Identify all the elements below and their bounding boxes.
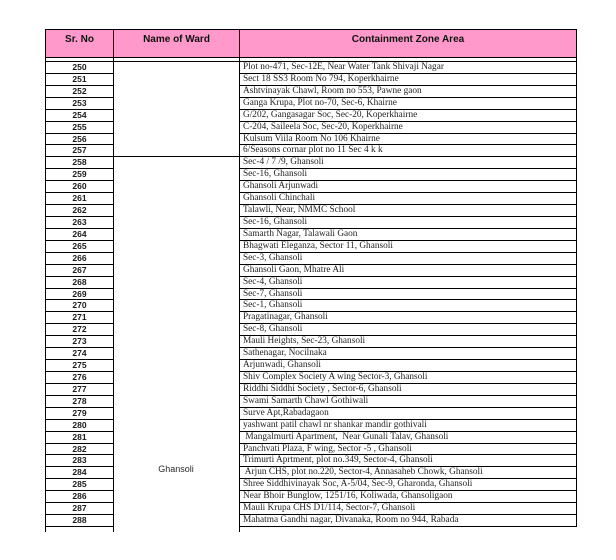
sr-no-cell: 282 bbox=[45, 444, 113, 456]
sr-no-cell: 258 bbox=[45, 157, 113, 169]
sr-no-cell: 256 bbox=[45, 134, 113, 146]
containment-zone-area-cell: Bhagwati Eleganza, Sector 11, Ghansoli bbox=[239, 241, 577, 253]
containment-zone-area-cell: Ashtvinayak Chawl, Room no 553, Pawne gaon bbox=[239, 86, 577, 98]
containment-zone-area-cell: Sec-4 / 7 /9, Ghansoli bbox=[239, 157, 577, 169]
ward-cell bbox=[113, 122, 239, 134]
containment-zone-area-cell: Mangalmurti Apartment, Near Gunali Talav, Ghansoli bbox=[239, 432, 577, 444]
sr-no-cell: 264 bbox=[45, 229, 113, 241]
table-header-row bbox=[45, 29, 577, 58]
ward-cell bbox=[113, 312, 239, 324]
ward-cell bbox=[113, 277, 239, 289]
ward-cell bbox=[113, 181, 239, 193]
header-cell-name-of-ward: Name of Ward bbox=[113, 29, 239, 58]
table-row bbox=[45, 360, 577, 372]
containment-zone-area-cell: Ghansoli Chinchali bbox=[239, 193, 577, 205]
containment-zone-area-cell: Sec-16, Ghansoli bbox=[239, 169, 577, 181]
sr-no-cell: 278 bbox=[45, 396, 113, 408]
sr-no-cell: 252 bbox=[45, 86, 113, 98]
table-row bbox=[45, 384, 577, 396]
containment-zone-area-cell: Ganga Krupa, Plot no-70, Sec-6, Khairne bbox=[239, 98, 577, 110]
containment-zone-area-cell: Sathenagar, Nocilnaka bbox=[239, 348, 577, 360]
containment-zone-area-cell: Mauli Heights, Sec-23, Ghansoli bbox=[239, 336, 577, 348]
sr-no-cell: 265 bbox=[45, 241, 113, 253]
table-row bbox=[45, 229, 577, 241]
ward-cell bbox=[113, 444, 239, 456]
ward-cell bbox=[113, 360, 239, 372]
containment-zone-area-cell: Riddhi Siddhi Society , Sector-6, Ghansoli bbox=[239, 384, 577, 396]
sr-no-cell: 287 bbox=[45, 503, 113, 515]
table-row bbox=[45, 181, 577, 193]
table-row bbox=[45, 312, 577, 324]
ward-cell bbox=[113, 324, 239, 336]
table-row bbox=[45, 300, 577, 312]
sr-no-cell: 251 bbox=[45, 74, 113, 86]
table-row bbox=[45, 122, 577, 134]
containment-zone-table bbox=[45, 29, 577, 532]
containment-zone-area-cell: Surve Apt,Rabadagaon bbox=[239, 408, 577, 420]
ward-cell bbox=[113, 62, 239, 74]
table-row bbox=[45, 432, 577, 444]
sr-no-cell: 272 bbox=[45, 324, 113, 336]
table-row bbox=[45, 205, 577, 217]
ward-cell bbox=[113, 134, 239, 146]
ward-cell bbox=[113, 145, 239, 157]
sr-no-cell: 280 bbox=[45, 420, 113, 432]
containment-zone-area-cell: Sec-16, Ghansoli bbox=[239, 217, 577, 229]
sr-no-cell: 276 bbox=[45, 372, 113, 384]
sr-no-cell: 271 bbox=[45, 312, 113, 324]
sr-no-cell: 288 bbox=[45, 515, 113, 527]
containment-zone-area-cell: Swami Samarth Chawl Gothiwali bbox=[239, 396, 577, 408]
table-row bbox=[45, 74, 577, 86]
containment-zone-area-cell: Talawli, Near, NMMC School bbox=[239, 205, 577, 217]
ward-cell bbox=[113, 336, 239, 348]
table-row bbox=[45, 277, 577, 289]
ward-cell bbox=[113, 265, 239, 277]
table-row bbox=[45, 420, 577, 432]
sr-no-cell: 279 bbox=[45, 408, 113, 420]
table-row bbox=[45, 372, 577, 384]
sr-no-cell: 285 bbox=[45, 479, 113, 491]
containment-zone-area-cell: Shree Siddhivinayak Soc, A-5/04, Sec-9, Gharonda, Ghansoli bbox=[239, 479, 577, 491]
sr-no-cell: 266 bbox=[45, 253, 113, 265]
table-row bbox=[45, 253, 577, 265]
containment-zone-area-cell: Near Bhoir Bunglow, 1251/16, Koliwada, Ghansoligaon bbox=[239, 491, 577, 503]
ward-cell bbox=[113, 229, 239, 241]
containment-zone-area-cell: Panchvati Plaza, F wing, Sector -5 , Ghansoli bbox=[239, 444, 577, 456]
sr-no-cell: 257 bbox=[45, 145, 113, 157]
ward-cell bbox=[113, 503, 239, 515]
table-row bbox=[45, 145, 577, 157]
table-row bbox=[45, 217, 577, 229]
table-row bbox=[45, 86, 577, 98]
table-row bbox=[45, 396, 577, 408]
containment-zone-area-cell: Sect 18 SS3 Room No 794, Koperkhairne bbox=[239, 74, 577, 86]
table-row bbox=[45, 336, 577, 348]
table-row bbox=[45, 408, 577, 420]
table-row bbox=[45, 265, 577, 277]
table-row bbox=[45, 515, 577, 527]
ward-name-label: Ghansoli bbox=[158, 464, 194, 474]
table-row bbox=[45, 289, 577, 301]
containment-zone-area-cell: 6/Seasons cornar plot no 11 Sec 4 k k bbox=[239, 145, 577, 157]
table-row bbox=[45, 491, 577, 503]
sr-no-cell: 273 bbox=[45, 336, 113, 348]
containment-zone-area-cell: Sec-1, Ghansoli bbox=[239, 300, 577, 312]
table-row bbox=[45, 348, 577, 360]
ward-cell bbox=[113, 157, 239, 169]
ward-cell bbox=[113, 110, 239, 122]
ward-cell bbox=[113, 193, 239, 205]
table-row bbox=[45, 193, 577, 205]
containment-zone-area-cell: Sec-8, Ghansoli bbox=[239, 324, 577, 336]
ward-cell bbox=[113, 372, 239, 384]
table-row bbox=[45, 169, 577, 181]
ward-cell bbox=[113, 289, 239, 301]
sr-no-cell: 263 bbox=[45, 217, 113, 229]
sr-no-cell: 268 bbox=[45, 277, 113, 289]
sr-no-cell: 270 bbox=[45, 300, 113, 312]
containment-zone-area-cell: Mauli Krupa CHS D1/114, Sector-7, Ghansoli bbox=[239, 503, 577, 515]
containment-zone-area-cell: Ghansoli Gaon, Mhatre Ali bbox=[239, 265, 577, 277]
containment-zone-area-cell: Pragatinagar, Ghansoli bbox=[239, 312, 577, 324]
ward-cell bbox=[113, 241, 239, 253]
table-row bbox=[45, 444, 577, 456]
cutoff-next-row-stub bbox=[45, 527, 577, 532]
containment-zone-area-cell: Shiv Complex Society A wing Sector-3, Ghansoli bbox=[239, 372, 577, 384]
header-cell-containment-zone-area: Containment Zone Area bbox=[239, 29, 577, 58]
containment-zone-area-cell: Plot no-471, Sec-12E, Near Water Tank Shivaji Nagar bbox=[239, 62, 577, 74]
sr-no-cell: 260 bbox=[45, 181, 113, 193]
containment-zone-area-cell: G/202, Gangasagar Soc, Sec-20, Koperkhairne bbox=[239, 110, 577, 122]
sr-no-cell: 262 bbox=[45, 205, 113, 217]
header-cell-sr-no: Sr. No bbox=[45, 29, 113, 58]
table-row bbox=[45, 157, 577, 169]
ward-cell bbox=[113, 300, 239, 312]
ward-cell bbox=[113, 217, 239, 229]
sr-no-cell: 253 bbox=[45, 98, 113, 110]
containment-zone-area-cell: Arjunwadi, Ghansoli bbox=[239, 360, 577, 372]
containment-zone-area-cell: Sec-4, Ghansoli bbox=[239, 277, 577, 289]
ward-cell bbox=[113, 98, 239, 110]
sr-no-cell: 254 bbox=[45, 110, 113, 122]
sr-no-cell: 281 bbox=[45, 432, 113, 444]
containment-zone-area-cell: yashwant patil chawl nr shankar mandir gothivali bbox=[239, 420, 577, 432]
table-row bbox=[45, 503, 577, 515]
ward-cell bbox=[113, 396, 239, 408]
ward-cell bbox=[113, 491, 239, 503]
containment-zone-area-cell: C-204, Saileela Soc, Sec-20, Koperkhairne bbox=[239, 122, 577, 134]
table-row bbox=[45, 98, 577, 110]
sr-no-cell: 250 bbox=[45, 62, 113, 74]
table-body bbox=[45, 62, 577, 527]
ward-cell bbox=[113, 74, 239, 86]
sr-no-cell: 274 bbox=[45, 348, 113, 360]
sr-no-cell: 255 bbox=[45, 122, 113, 134]
table-row bbox=[45, 241, 577, 253]
containment-zone-area-cell: Samarth Nagar, Talawali Gaon bbox=[239, 229, 577, 241]
sr-no-cell: 259 bbox=[45, 169, 113, 181]
containment-zone-area-cell: Sec-7, Ghansoli bbox=[239, 289, 577, 301]
sr-no-cell: 277 bbox=[45, 384, 113, 396]
containment-zone-area-cell: Kulsum Viila Room No 106 Khairne bbox=[239, 134, 577, 146]
sr-no-cell: 286 bbox=[45, 491, 113, 503]
ward-cell bbox=[113, 253, 239, 265]
ward-cell bbox=[113, 384, 239, 396]
ward-cell bbox=[113, 479, 239, 491]
table-row bbox=[45, 134, 577, 146]
ward-cell bbox=[113, 420, 239, 432]
containment-zone-area-cell: Mahatma Gandhi nagar, Divanaka, Room no 944, Rabada bbox=[239, 515, 577, 527]
containment-zone-area-cell: Sec-3, Ghansoli bbox=[239, 253, 577, 265]
containment-zone-area-cell: Ghansoli Arjunwadi bbox=[239, 181, 577, 193]
sr-no-cell: 275 bbox=[45, 360, 113, 372]
containment-zone-area-cell: Arjun CHS, plot no.220, Sector-4, Annasaheb Chowk, Ghansoli bbox=[239, 467, 577, 479]
table-row bbox=[45, 62, 577, 74]
table-row bbox=[45, 324, 577, 336]
ward-cell bbox=[113, 348, 239, 360]
ward-cell bbox=[113, 408, 239, 420]
ward-cell bbox=[113, 515, 239, 527]
sr-no-cell: 284 bbox=[45, 467, 113, 479]
ward-cell bbox=[113, 169, 239, 181]
containment-zone-area-cell: Trimurti Aprtment, plot no.349, Sector-4, Ghansoli bbox=[239, 455, 577, 467]
table-row bbox=[45, 110, 577, 122]
sr-no-cell: 267 bbox=[45, 265, 113, 277]
table-row bbox=[45, 479, 577, 491]
sr-no-cell: 269 bbox=[45, 289, 113, 301]
sr-no-cell: 283 bbox=[45, 455, 113, 467]
ward-cell bbox=[113, 205, 239, 217]
ward-cell bbox=[113, 86, 239, 98]
ward-cell bbox=[113, 432, 239, 444]
sr-no-cell: 261 bbox=[45, 193, 113, 205]
